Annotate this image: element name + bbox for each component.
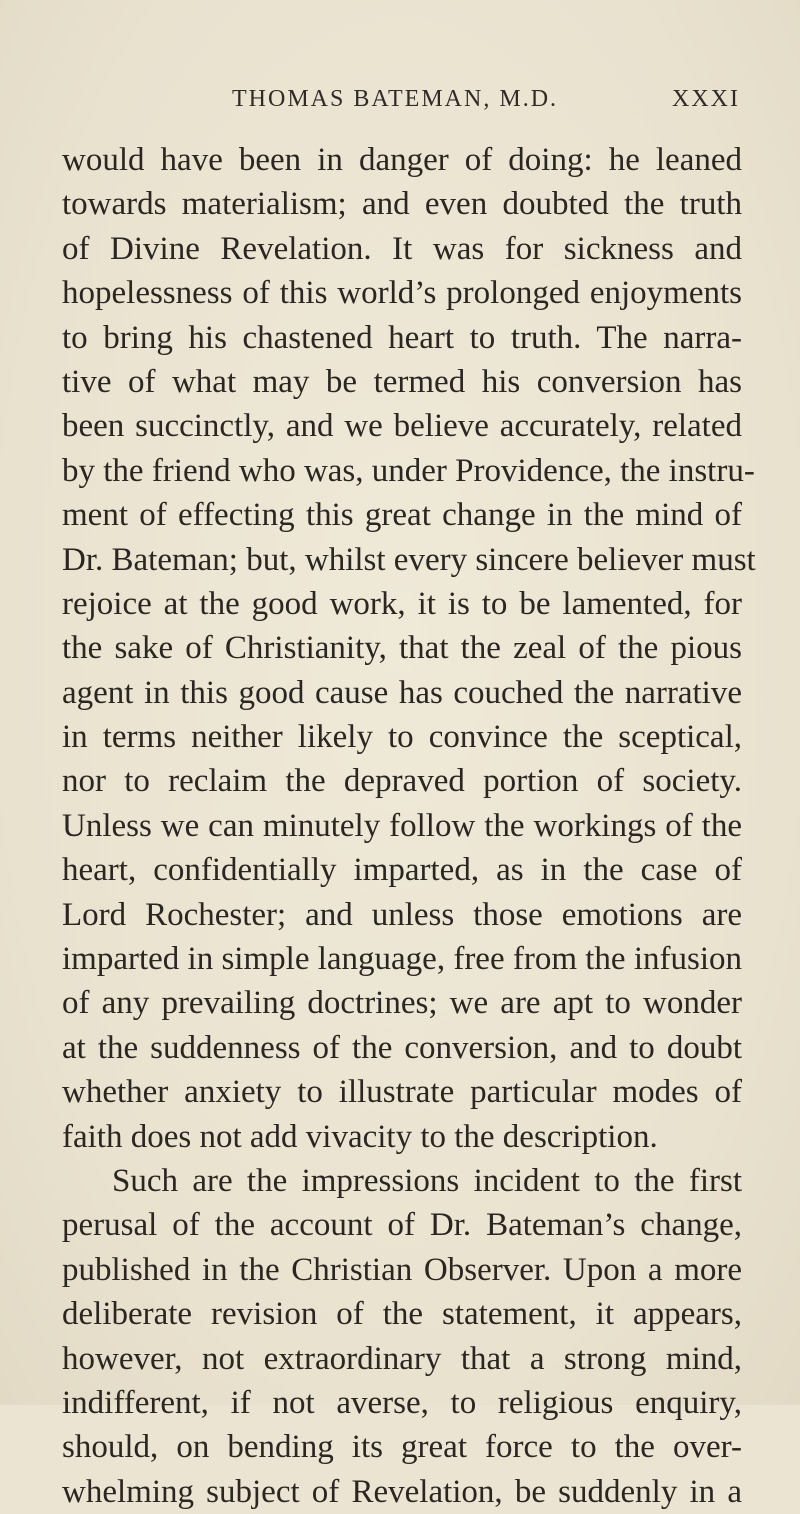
- text-line: imparted in simple language, free from the infusion: [62, 941, 742, 978]
- text-line: however, not extraordinary that a strong mind,: [62, 1340, 742, 1377]
- text-line: faith does not add vivacity to the description.: [62, 1118, 658, 1155]
- text-line: towards materialism; and even doubted the truth: [62, 186, 742, 223]
- text-line: should, on bending its great force to the over-: [62, 1429, 742, 1466]
- text-line: hopelessness of this world’s prolonged enjoyments: [62, 275, 742, 312]
- text-line: to bring his chastened heart to truth. The narra-: [62, 319, 742, 356]
- text-line: whelming subject of Revelation, be suddenly in a: [62, 1473, 742, 1510]
- text-line: rejoice at the good work, it is to be lamented, for: [62, 585, 742, 622]
- text-line: nor to reclaim the depraved portion of society.: [62, 763, 742, 800]
- text-line: Such are the impressions incident to the first: [112, 1162, 742, 1199]
- text-line: the sake of Christianity, that the zeal of the pious: [62, 630, 742, 667]
- text-line: perusal of the account of Dr. Bateman’s change,: [62, 1207, 742, 1244]
- body-text: [62, 138, 756, 1514]
- page-number: XXXI: [672, 86, 740, 112]
- text-line: at the suddenness of the conversion, and to doubt: [62, 1029, 742, 1066]
- text-line: by the friend who was, under Providence, the instru-: [62, 452, 755, 489]
- text-line: deliberate revision of the statement, it appears,: [62, 1296, 742, 1333]
- running-head: [60, 86, 740, 116]
- text-line: of any prevailing doctrines; we are apt to wonder: [62, 985, 742, 1022]
- text-line: published in the Christian Observer. Upon a more: [62, 1251, 742, 1288]
- text-line: whether anxiety to illustrate particular modes of: [62, 1074, 742, 1111]
- text-line: heart, confidentially imparted, as in the case of: [62, 852, 742, 889]
- text-line: tive of what may be termed his conversion has: [62, 363, 742, 400]
- text-line: would have been in danger of doing: he leaned: [62, 142, 742, 178]
- text-line: of Divine Revelation. It was for sickness and: [62, 230, 742, 267]
- text-line: ment of effecting this great change in the mind of: [62, 497, 742, 534]
- text-line: Lord Rochester; and unless those emotions are: [62, 896, 742, 933]
- text-line: Unless we can minutely follow the workings of the: [62, 807, 742, 844]
- text-line: indifferent, if not averse, to religious enquiry,: [62, 1384, 742, 1421]
- text-line: agent in this good cause has couched the narrative: [62, 674, 742, 711]
- text-line: been succinctly, and we believe accurately, related: [62, 408, 742, 445]
- text-line: Dr. Bateman; but, whilst every sincere believer must: [62, 541, 756, 578]
- running-head-title: THOMAS BATEMAN, M.D.: [232, 86, 559, 112]
- text-line: in terms neither likely to convince the sceptical,: [62, 719, 742, 756]
